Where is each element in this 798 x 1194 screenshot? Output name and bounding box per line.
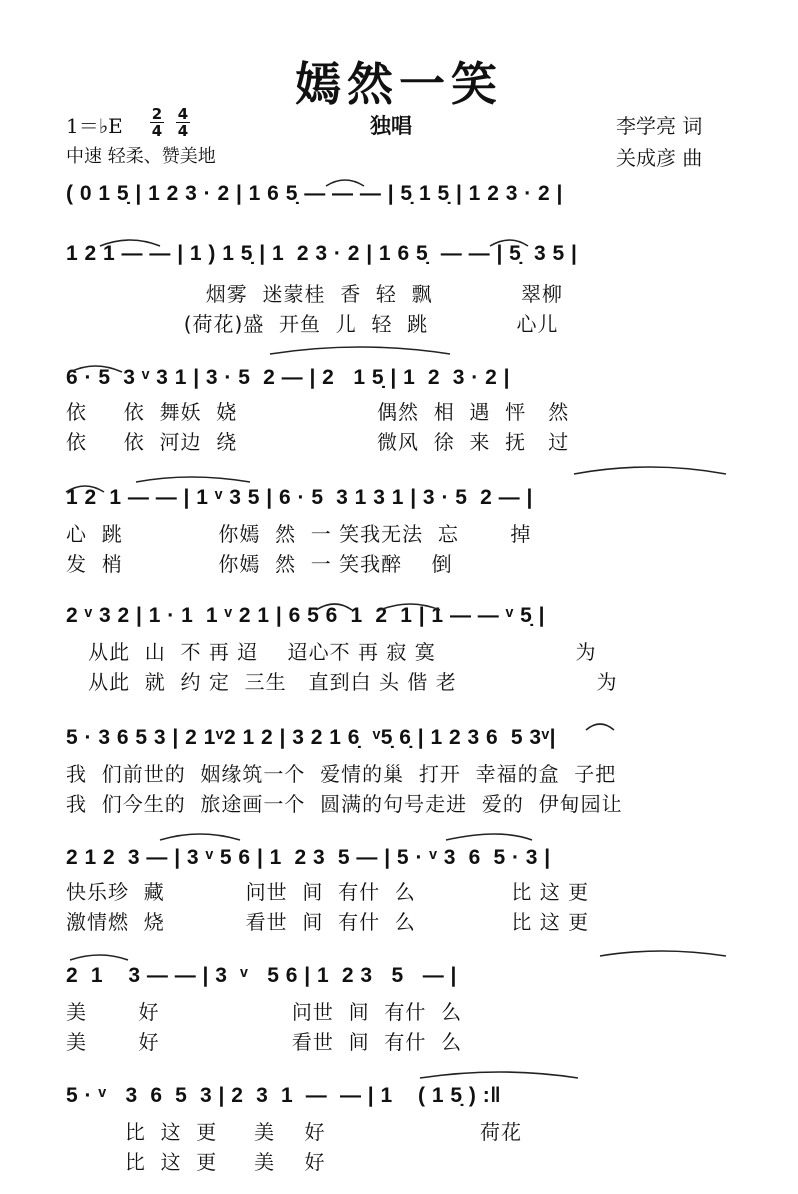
notation-line: 5 · ᵛ 3 6 5 3 | 2 3 1 — — | 1 ( 1 5̣ ) :‖ (66, 1084, 502, 1107)
meter-a-top: 2 (151, 105, 163, 123)
lyrics-verse-1: 我 们前世的 姻缘筑一个 爱情的巢 打开 幸福的盒 子把 (66, 762, 617, 786)
lyrics-verse-1: 心 跳 你嫣 然 一 笑我无法 忘 掉 (66, 522, 532, 546)
song-title: 嫣然一笑 (295, 57, 503, 111)
lyrics-verse-2: 依 依 河边 绕 微风 徐 来 抚 过 (66, 430, 570, 454)
notation-line: 1 2 1 — — | 1 ᵛ 3 5 | 6 · 5 3 1 3 1 | 3 · 5 2 — | (66, 486, 533, 509)
slur (420, 1072, 578, 1078)
lyrics-verse-2: (荷花)盛 开鱼 儿 轻 跳 心儿 (66, 312, 559, 336)
notation-line: 2 1 3 — — | 3 ᵛ 5 6 | 1 2 3 5 — | (66, 964, 457, 987)
lyricist-credit: 李学亮 词 (616, 114, 703, 138)
notation-line: ( 0 1 5̣ | 1 2 3 · 2 | 1 6 5̣ — — — | 5̣ 1 5̣ | 1 2 3 · 2 | (66, 182, 563, 205)
notation-line: 2 ᵛ 3 2 | 1 · 1 1 ᵛ 2 1 | 6 5 6 1 2 1 | 1 — — ᵛ 5̣ | (66, 604, 545, 627)
lyrics-verse-1: 依 依 舞妖 娆 偶然 相 遇 怦 然 (66, 400, 570, 424)
slur (270, 347, 450, 354)
notation-line: 2 1 2 3 — | 3 ᵛ 5 6 | 1 2 3 5 — | 5 · ᵛ 3 6 5 · 3 | (66, 846, 551, 869)
composer-credit: 关成彦 曲 (616, 146, 703, 170)
notation-line: 1 2 1 — — | 1 ) 1 5̣ | 1 2 3 · 2 | 1 6 5̣ — — | 5̣ 3 5 | (66, 242, 578, 265)
meter-four-four (176, 106, 190, 139)
meter-b-top: 4 (177, 105, 189, 123)
slur (574, 467, 726, 474)
meter-a-bottom: 4 (151, 122, 163, 140)
slur (70, 955, 128, 960)
lyrics-verse-1: 从此 山 不 再 迢 迢心不 再 寂 寞 为 (66, 640, 597, 664)
slur (600, 951, 726, 956)
meter-two-four (150, 106, 164, 139)
lyrics-verse-1: 比 这 更 美 好 荷花 (66, 1120, 523, 1144)
key-signature: 1＝♭E (66, 114, 123, 138)
lyrics-verse-2: 我 们今生的 旅途画一个 圆满的句号走进 爱的 伊甸园让 (66, 792, 623, 816)
performance-type: 独唱 (370, 114, 412, 138)
lyrics-verse-2: 美 好 看世 间 有什 么 (66, 1030, 463, 1054)
lyrics-verse-1: 快乐珍 藏 问世 间 有什 么 比 这 更 (66, 880, 590, 904)
lyrics-verse-1: 美 好 问世 间 有什 么 (66, 1000, 463, 1024)
lyrics-verse-2: 发 梢 你嫣 然 一 笑我醉 倒 (66, 552, 453, 576)
slur (160, 834, 240, 840)
lyrics-verse-2: 从此 就 约 定 三生 直到白 头 偕 老 为 (66, 670, 618, 694)
lyrics-verse-1: 烟雾 迷蒙桂 香 轻 飘 翠柳 (66, 282, 563, 306)
slur (586, 724, 614, 730)
notation-line: 5 · 3 6 5 3 | 2 1ᵛ2 1 2 | 3 2 1 6̣ ᵛ5̣ 6̣ | 1 2 3 6 5 3ᵛ| (66, 726, 557, 749)
lyrics-verse-2-cropped: 比 这 更 美 好 (66, 1150, 326, 1174)
notation-line: 6 · 5 3 ᵛ 3 1 | 3 · 5 2 — | 2 1 5̣ | 1 2 3 · 2 | (66, 366, 511, 389)
slur (136, 477, 250, 482)
lyrics-verse-2: 激情燃 烧 看世 间 有什 么 比 这 更 (66, 910, 590, 934)
slur (446, 834, 532, 840)
tempo-marking: 中速 轻柔、赞美地 (66, 146, 216, 167)
meter-b-bottom: 4 (177, 122, 189, 140)
